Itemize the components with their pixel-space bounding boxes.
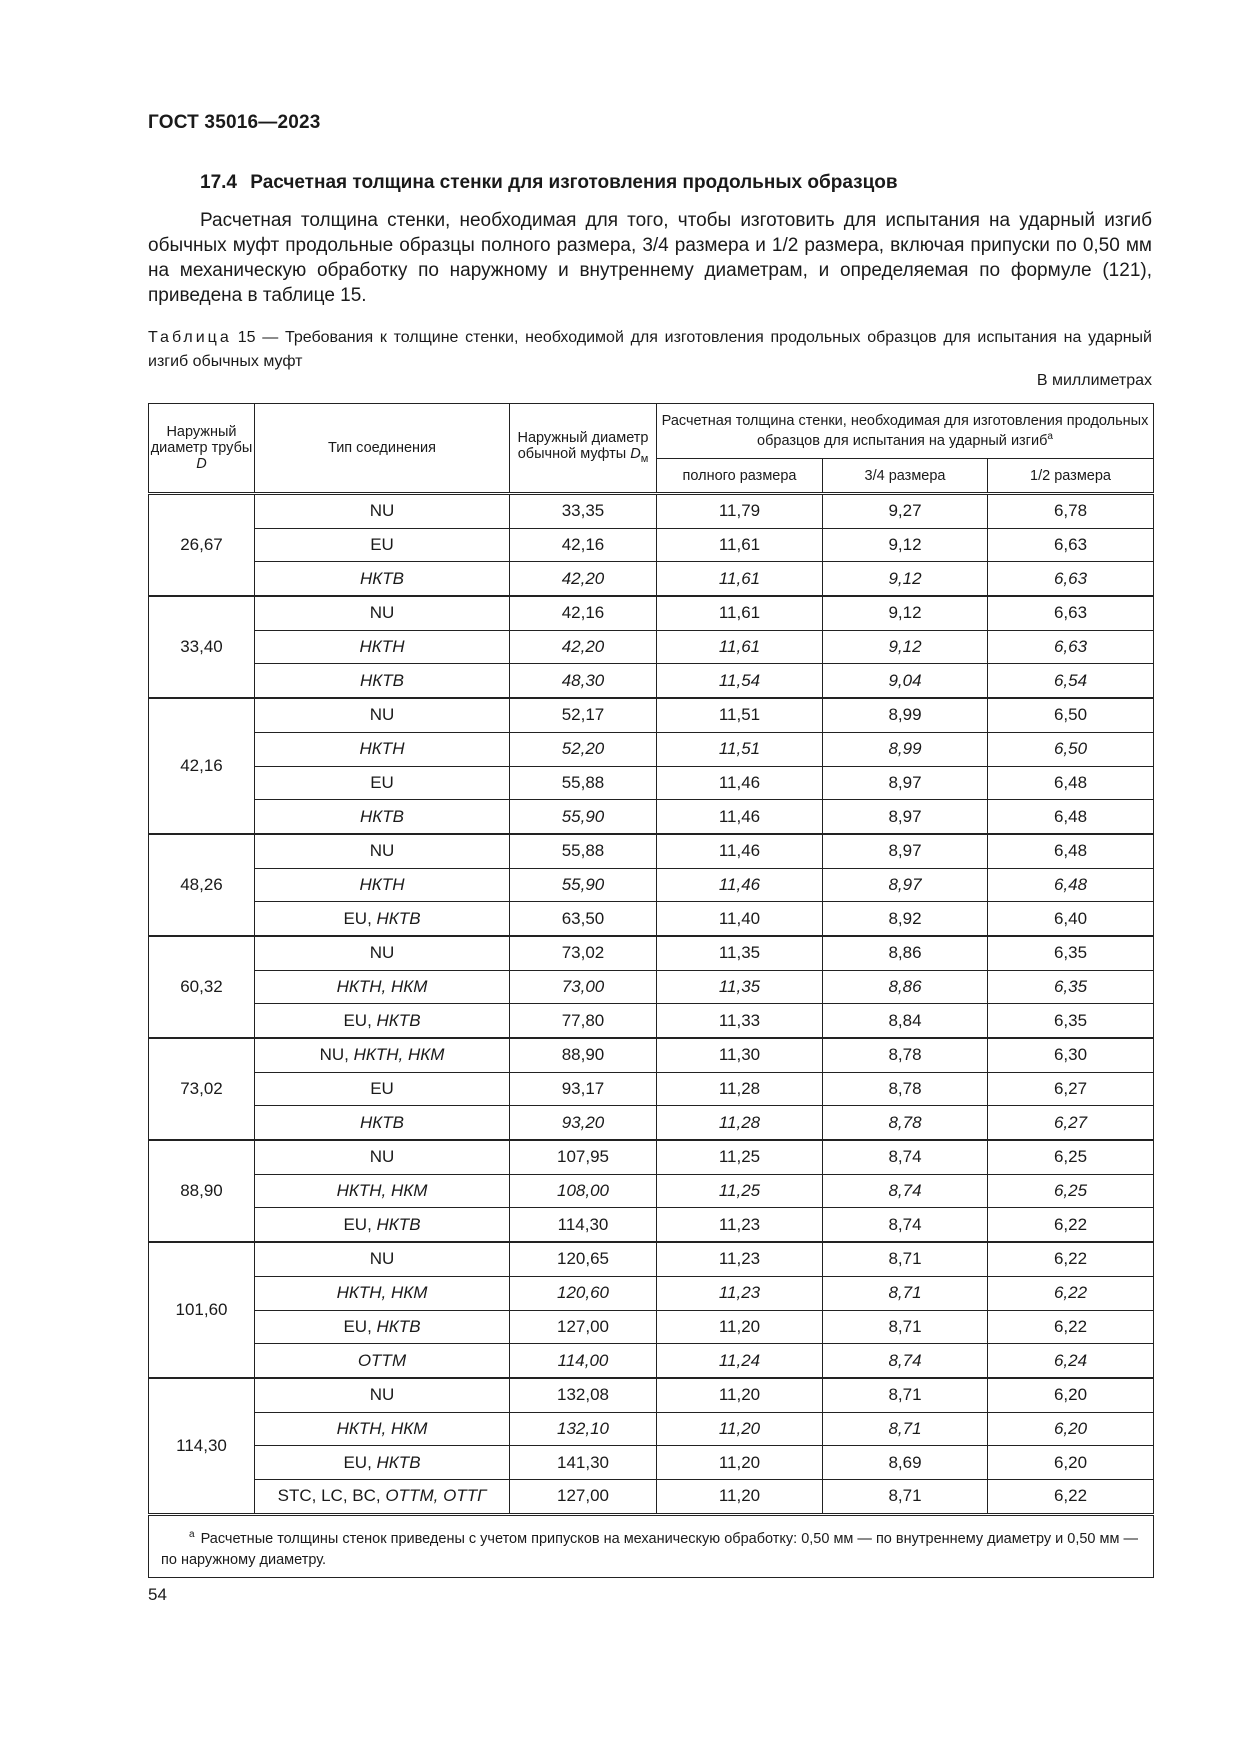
cell-half-size: 6,54 (988, 664, 1154, 698)
table-row (149, 1072, 1154, 1106)
cell-half-size: 6,30 (988, 1038, 1154, 1072)
cell-pipe-diameter: 48,26 (149, 834, 255, 936)
table-row (149, 1446, 1154, 1480)
cell-half-size: 6,48 (988, 834, 1154, 868)
cell-three-quarter-size: 8,99 (823, 732, 988, 766)
cell-three-quarter-size: 8,78 (823, 1072, 988, 1106)
cell-connection-type: EU, НКТВ (255, 1310, 510, 1344)
cell-full-size: 11,61 (657, 596, 823, 630)
cell-full-size: 11,25 (657, 1140, 823, 1174)
cell-connection-type: NU (255, 494, 510, 529)
cell-full-size: 11,20 (657, 1378, 823, 1412)
table-row (149, 970, 1154, 1004)
cell-three-quarter-size: 8,97 (823, 834, 988, 868)
table-row (149, 630, 1154, 664)
cell-full-size: 11,54 (657, 664, 823, 698)
caption-label: Таблица (148, 329, 232, 346)
cell-coupling-diameter: 114,30 (510, 1208, 657, 1242)
cell-connection-type: НКТН (255, 630, 510, 664)
table-row (149, 1310, 1154, 1344)
cell-connection-type: НКТВ (255, 664, 510, 698)
table-row (149, 1106, 1154, 1140)
cell-full-size: 11,51 (657, 732, 823, 766)
cell-three-quarter-size: 8,84 (823, 1004, 988, 1038)
header-pipe-diameter: Наружный диаметр трубы D (149, 404, 255, 494)
cell-three-quarter-size: 8,78 (823, 1106, 988, 1140)
cell-pipe-diameter: 26,67 (149, 494, 255, 597)
cell-pipe-diameter: 73,02 (149, 1038, 255, 1140)
cell-full-size: 11,46 (657, 766, 823, 800)
cell-full-size: 11,20 (657, 1479, 823, 1514)
cell-coupling-diameter: 42,20 (510, 562, 657, 596)
cell-three-quarter-size: 8,86 (823, 936, 988, 970)
cell-half-size: 6,25 (988, 1174, 1154, 1208)
cell-full-size: 11,35 (657, 936, 823, 970)
cell-full-size: 11,23 (657, 1276, 823, 1310)
cell-coupling-diameter: 42,20 (510, 630, 657, 664)
cell-full-size: 11,46 (657, 800, 823, 834)
cell-coupling-diameter: 132,08 (510, 1378, 657, 1412)
cell-full-size: 11,51 (657, 698, 823, 732)
cell-pipe-diameter: 33,40 (149, 596, 255, 698)
table-row (149, 1344, 1154, 1378)
header-connection-type: Тип соединения (255, 404, 510, 494)
cell-three-quarter-size: 8,78 (823, 1038, 988, 1072)
cell-connection-type: NU (255, 596, 510, 630)
cell-coupling-diameter: 120,60 (510, 1276, 657, 1310)
cell-coupling-diameter: 120,65 (510, 1242, 657, 1276)
header-coupling-diameter: Наружный диаметр обычной муфты $D_м$ (510, 404, 657, 494)
table-row (149, 698, 1154, 732)
cell-connection-type: NU (255, 698, 510, 732)
cell-connection-type: NU (255, 1378, 510, 1412)
table-row (149, 1412, 1154, 1446)
cell-half-size: 6,35 (988, 1004, 1154, 1038)
cell-full-size: 11,35 (657, 970, 823, 1004)
header-required-thickness: Расчетная толщина стенки, необходимая для изготовления продольных образцов для испытания на ударный изгиб$^а$ (657, 404, 1154, 459)
table-row (149, 1276, 1154, 1310)
cell-three-quarter-size: 8,71 (823, 1310, 988, 1344)
table-row (149, 1208, 1154, 1242)
cell-three-quarter-size: 8,71 (823, 1479, 988, 1514)
cell-full-size: 11,79 (657, 494, 823, 529)
cell-full-size: 11,40 (657, 902, 823, 936)
cell-three-quarter-size: 8,86 (823, 970, 988, 1004)
cell-coupling-diameter: 132,10 (510, 1412, 657, 1446)
table-row (149, 494, 1154, 529)
cell-three-quarter-size: 8,74 (823, 1140, 988, 1174)
cell-half-size: 6,25 (988, 1140, 1154, 1174)
table-row (149, 1479, 1154, 1514)
cell-half-size: 6,48 (988, 868, 1154, 902)
cell-coupling-diameter: 55,90 (510, 868, 657, 902)
cell-coupling-diameter: 55,88 (510, 766, 657, 800)
cell-full-size: 11,61 (657, 528, 823, 562)
caption-text: 15 — Требования к толщине стенки, необходимой для изготовления продольных образцов для испытания на ударный изгиб обычных муфт (148, 329, 1152, 370)
cell-full-size: 11,46 (657, 868, 823, 902)
cell-half-size: 6,50 (988, 732, 1154, 766)
table-row (149, 902, 1154, 936)
table-row (149, 1140, 1154, 1174)
cell-full-size: 11,28 (657, 1106, 823, 1140)
cell-half-size: 6,22 (988, 1276, 1154, 1310)
cell-full-size: 11,24 (657, 1344, 823, 1378)
cell-three-quarter-size: 8,69 (823, 1446, 988, 1480)
cell-full-size: 11,61 (657, 562, 823, 596)
cell-half-size: 6,50 (988, 698, 1154, 732)
cell-half-size: 6,63 (988, 528, 1154, 562)
cell-coupling-diameter: 63,50 (510, 902, 657, 936)
section-number: 17.4 (200, 172, 237, 193)
cell-coupling-diameter: 77,80 (510, 1004, 657, 1038)
cell-connection-type: EU, НКТВ (255, 1208, 510, 1242)
cell-coupling-diameter: 55,90 (510, 800, 657, 834)
cell-full-size: 11,23 (657, 1208, 823, 1242)
cell-half-size: 6,20 (988, 1412, 1154, 1446)
cell-coupling-diameter: 127,00 (510, 1310, 657, 1344)
table-row (149, 596, 1154, 630)
units-note: В миллиметрах (1036, 372, 1152, 389)
cell-pipe-diameter: 114,30 (149, 1378, 255, 1514)
cell-three-quarter-size: 9,04 (823, 664, 988, 698)
cell-connection-type: NU (255, 1140, 510, 1174)
cell-connection-type: НКТН, НКМ (255, 1412, 510, 1446)
table-caption (148, 326, 1152, 374)
cell-half-size: 6,22 (988, 1208, 1154, 1242)
cell-three-quarter-size: 8,97 (823, 868, 988, 902)
cell-three-quarter-size: 8,71 (823, 1412, 988, 1446)
cell-connection-type: NU (255, 834, 510, 868)
cell-connection-type: EU (255, 528, 510, 562)
cell-connection-type: NU (255, 1242, 510, 1276)
cell-half-size: 6,27 (988, 1106, 1154, 1140)
cell-coupling-diameter: 114,00 (510, 1344, 657, 1378)
cell-pipe-diameter: 42,16 (149, 698, 255, 834)
cell-coupling-diameter: 33,35 (510, 494, 657, 529)
cell-connection-type: NU, НКТН, НКМ (255, 1038, 510, 1072)
paragraph-text: Расчетная толщина стенки, необходимая для того, чтобы изготовить для испытания на ударный изгиб обычных муфт продольные образцы полного размера, 3/4 размера и 1/2 размера, включая припуски по 0,50 мм на механическую обработку по наружному и внутреннему диаметрам, и определяемая по формуле (121), приведена в таблице 15. (148, 210, 1152, 306)
cell-pipe-diameter: 60,32 (149, 936, 255, 1038)
cell-connection-type: НКТН (255, 732, 510, 766)
cell-half-size: 6,48 (988, 766, 1154, 800)
cell-full-size: 11,25 (657, 1174, 823, 1208)
header-three-quarter-size: 3/4 размера (823, 459, 988, 494)
cell-coupling-diameter: 127,00 (510, 1479, 657, 1514)
table-row (149, 732, 1154, 766)
cell-half-size: 6,35 (988, 970, 1154, 1004)
header-half-size: 1/2 размера (988, 459, 1154, 494)
cell-coupling-diameter: 52,17 (510, 698, 657, 732)
cell-coupling-diameter: 93,17 (510, 1072, 657, 1106)
table-row (149, 1242, 1154, 1276)
cell-connection-type: ОТТМ (255, 1344, 510, 1378)
cell-coupling-diameter: 52,20 (510, 732, 657, 766)
table-row (149, 1038, 1154, 1072)
table-row (149, 562, 1154, 596)
table-row (149, 528, 1154, 562)
cell-connection-type: EU, НКТВ (255, 902, 510, 936)
body-paragraph (148, 208, 1152, 308)
cell-coupling-diameter: 107,95 (510, 1140, 657, 1174)
cell-three-quarter-size: 8,71 (823, 1378, 988, 1412)
table-row (149, 1378, 1154, 1412)
cell-half-size: 6,63 (988, 596, 1154, 630)
cell-half-size: 6,24 (988, 1344, 1154, 1378)
cell-full-size: 11,46 (657, 834, 823, 868)
cell-three-quarter-size: 8,92 (823, 902, 988, 936)
cell-three-quarter-size: 9,12 (823, 528, 988, 562)
wall-thickness-table (148, 403, 1154, 1578)
cell-coupling-diameter: 73,00 (510, 970, 657, 1004)
table-row (149, 1004, 1154, 1038)
cell-full-size: 11,28 (657, 1072, 823, 1106)
cell-half-size: 6,63 (988, 630, 1154, 664)
cell-half-size: 6,22 (988, 1242, 1154, 1276)
cell-pipe-diameter: 88,90 (149, 1140, 255, 1242)
cell-connection-type: НКТВ (255, 1106, 510, 1140)
cell-three-quarter-size: 9,27 (823, 494, 988, 529)
table-row (149, 766, 1154, 800)
cell-full-size: 11,61 (657, 630, 823, 664)
footnote-mark: а (189, 1528, 195, 1540)
footnote-text: Расчетные толщины стенок приведены с учетом припусков на механическую обработку: 0,50 мм — по внутреннему диаметру и 0,50 мм — по наружному диаметру. (161, 1530, 1138, 1569)
cell-three-quarter-size: 8,74 (823, 1208, 988, 1242)
cell-three-quarter-size: 8,74 (823, 1174, 988, 1208)
document-header: ГОСТ 35016—2023 (148, 112, 321, 133)
table-footnote (149, 1514, 1154, 1578)
page-number: 54 (148, 1585, 167, 1604)
cell-half-size: 6,20 (988, 1446, 1154, 1480)
header-full-size: полного размера (657, 459, 823, 494)
cell-connection-type: НКТН, НКМ (255, 1276, 510, 1310)
section-title-text: Расчетная толщина стенки для изготовления продольных образцов (250, 172, 898, 193)
cell-three-quarter-size: 9,12 (823, 596, 988, 630)
cell-full-size: 11,33 (657, 1004, 823, 1038)
cell-connection-type: НКТН (255, 868, 510, 902)
cell-connection-type: НКТВ (255, 800, 510, 834)
cell-full-size: 11,30 (657, 1038, 823, 1072)
cell-connection-type: НКТВ (255, 562, 510, 596)
cell-three-quarter-size: 8,71 (823, 1276, 988, 1310)
cell-three-quarter-size: 8,71 (823, 1242, 988, 1276)
table-row (149, 664, 1154, 698)
cell-half-size: 6,35 (988, 936, 1154, 970)
table-row (149, 868, 1154, 902)
cell-half-size: 6,63 (988, 562, 1154, 596)
cell-coupling-diameter: 88,90 (510, 1038, 657, 1072)
table-row (149, 800, 1154, 834)
cell-connection-type: НКТН, НКМ (255, 970, 510, 1004)
cell-coupling-diameter: 48,30 (510, 664, 657, 698)
cell-three-quarter-size: 9,12 (823, 630, 988, 664)
cell-three-quarter-size: 8,97 (823, 800, 988, 834)
table-row (149, 936, 1154, 970)
cell-coupling-diameter: 141,30 (510, 1446, 657, 1480)
cell-connection-type: НКТН, НКМ (255, 1174, 510, 1208)
cell-full-size: 11,23 (657, 1242, 823, 1276)
cell-half-size: 6,22 (988, 1479, 1154, 1514)
cell-coupling-diameter: 73,02 (510, 936, 657, 970)
cell-coupling-diameter: 42,16 (510, 528, 657, 562)
table-row (149, 1174, 1154, 1208)
cell-connection-type: STC, LC, BC, ОТТМ, ОТТГ (255, 1479, 510, 1514)
cell-half-size: 6,40 (988, 902, 1154, 936)
cell-coupling-diameter: 42,16 (510, 596, 657, 630)
cell-connection-type: EU (255, 766, 510, 800)
cell-full-size: 11,20 (657, 1446, 823, 1480)
cell-half-size: 6,78 (988, 494, 1154, 529)
cell-half-size: 6,22 (988, 1310, 1154, 1344)
cell-pipe-diameter: 101,60 (149, 1242, 255, 1378)
cell-coupling-diameter: 108,00 (510, 1174, 657, 1208)
cell-three-quarter-size: 8,74 (823, 1344, 988, 1378)
cell-three-quarter-size: 8,97 (823, 766, 988, 800)
cell-half-size: 6,27 (988, 1072, 1154, 1106)
cell-half-size: 6,20 (988, 1378, 1154, 1412)
cell-full-size: 11,20 (657, 1412, 823, 1446)
cell-coupling-diameter: 55,88 (510, 834, 657, 868)
cell-half-size: 6,48 (988, 800, 1154, 834)
cell-connection-type: NU (255, 936, 510, 970)
cell-three-quarter-size: 9,12 (823, 562, 988, 596)
table-row (149, 834, 1154, 868)
cell-three-quarter-size: 8,99 (823, 698, 988, 732)
cell-connection-type: EU (255, 1072, 510, 1106)
cell-full-size: 11,20 (657, 1310, 823, 1344)
section-title (200, 172, 898, 194)
cell-connection-type: EU, НКТВ (255, 1004, 510, 1038)
cell-coupling-diameter: 93,20 (510, 1106, 657, 1140)
cell-connection-type: EU, НКТВ (255, 1446, 510, 1480)
